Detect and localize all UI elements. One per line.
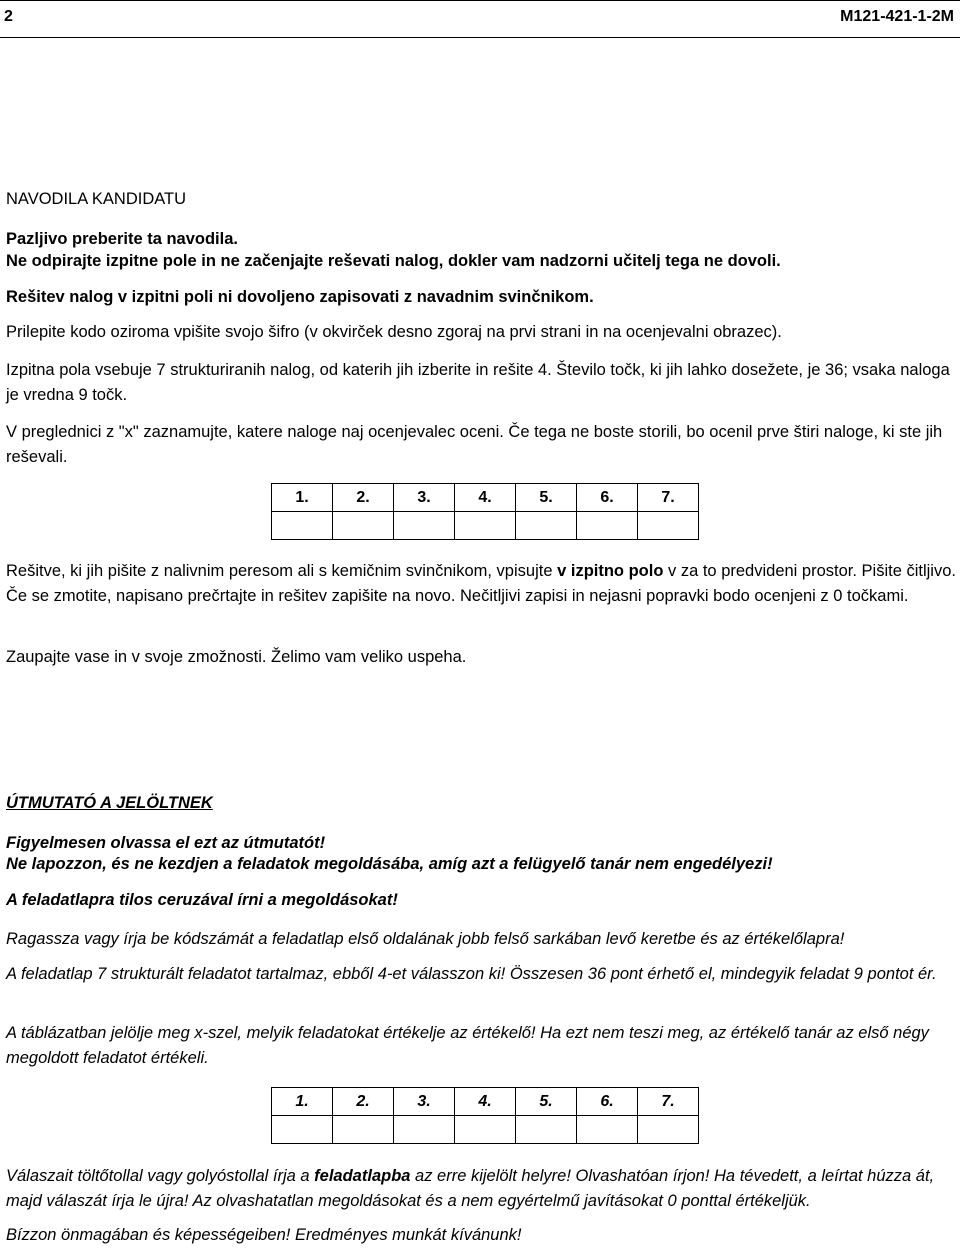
sl-task-6: 6. — [577, 484, 638, 512]
hu-task-4: 4. — [455, 1088, 516, 1116]
sl-line-2: Ne odpirajte izpitne pole in ne začenjajte reševati nalog, dokler vam nadzorni učitelj tega ne dovoli. — [6, 252, 781, 270]
sl-paragraph-writing — [6, 559, 956, 609]
sl-writing-text-b: v za to predvideni prostor. Pišite čitljivo. Če se zmotite, napisano prečrtajte in rešitev zapišite na novo. Nečitljivi zapisi in nejasni popravki bodo ocenjeni z 0 točkami. — [6, 562, 956, 605]
hu-writing-text-a: Válaszait töltőtollal vagy golyóstollal írja a — [6, 1167, 315, 1185]
sl-task-3: 3. — [394, 484, 455, 512]
hu-writing-text-bold: feladatlapba — [314, 1167, 411, 1185]
sl-closing: Zaupajte vase in v svoje zmožnosti. Želimo vam veliko uspeha. — [6, 648, 467, 666]
sl-mark-cell[interactable] — [638, 512, 699, 540]
sl-mark-row — [272, 512, 699, 540]
hu-mark-cell[interactable] — [394, 1116, 455, 1144]
hu-task-selection-table — [271, 1087, 699, 1144]
hu-task-5: 5. — [516, 1088, 577, 1116]
hu-line-2: Ne lapozzon, és ne kezdjen a feladatok megoldásába, amíg azt a felügyelő tanár nem engedélyezi! — [6, 855, 773, 873]
hu-mark-cell[interactable] — [333, 1116, 394, 1144]
sl-task-5: 5. — [516, 484, 577, 512]
hu-mark-cell[interactable] — [577, 1116, 638, 1144]
hu-line-3: A feladatlapra tilos ceruzával írni a megoldásokat! — [6, 891, 398, 909]
hu-task-2: 2. — [333, 1088, 394, 1116]
page-header — [0, 0, 960, 38]
hu-closing: Bízzon önmagában és képességeiben! Eredményes munkát kívánunk! — [6, 1226, 522, 1244]
sl-title: NAVODILA KANDIDATU — [6, 190, 187, 208]
sl-paragraph-table: V preglednici z "x" zaznamujte, katere naloge naj ocenjevalec oceni. Če tega ne boste storili, bo ocenil prve štiri naloge, ki ste jih reševali. — [6, 423, 943, 466]
sl-mark-cell[interactable] — [272, 512, 333, 540]
sl-paragraph-tasks: Izpitna pola vsebuje 7 strukturiranih nalog, od katerih jih izberite in rešite 4. Število točk, ki jih lahko dosežete, je 36; vsaka naloga je vredna 9 točk. — [6, 361, 950, 404]
hu-paragraph-tasks: A feladatlap 7 strukturált feladatot tartalmaz, ebből 4-et válasszon ki! Összesen 36 pont érhető el, mindegyik feladat 9 pontot ér. — [6, 965, 937, 983]
sl-task-2: 2. — [333, 484, 394, 512]
hu-paragraph-writing — [6, 1164, 956, 1214]
hu-mark-row — [272, 1116, 699, 1144]
hu-mark-cell[interactable] — [455, 1116, 516, 1144]
sl-task-selection-table — [271, 483, 699, 540]
sl-task-1: 1. — [272, 484, 333, 512]
sl-mark-cell[interactable] — [333, 512, 394, 540]
hu-paragraph-table: A táblázatban jelölje meg x-szel, melyik feladatokat értékelje az értékelő! Ha ezt nem teszi meg, az értékelő tanár az első négy megoldott feladatot értékeli. — [6, 1024, 929, 1067]
sl-task-4: 4. — [455, 484, 516, 512]
hu-task-3: 3. — [394, 1088, 455, 1116]
sl-paragraph-code: Prilepite kodo oziroma vpišite svojo šifro (v okvirček desno zgoraj na prvi strani in na ocenjevalni obrazec). — [6, 323, 782, 341]
hu-mark-cell[interactable] — [516, 1116, 577, 1144]
page-number: 2 — [4, 8, 13, 25]
hu-task-6: 6. — [577, 1088, 638, 1116]
sl-mark-cell[interactable] — [516, 512, 577, 540]
sl-mark-cell[interactable] — [577, 512, 638, 540]
hu-task-7: 7. — [638, 1088, 699, 1116]
hu-paragraph-code: Ragassza vagy írja be kódszámát a feladatlap első oldalának jobb felső sarkában levő keretbe és az értékelőlapra! — [6, 930, 845, 948]
hu-line-1: Figyelmesen olvassa el ezt az útmutatót! — [6, 834, 326, 852]
sl-task-number-row — [272, 484, 699, 512]
sl-mark-cell[interactable] — [394, 512, 455, 540]
hu-writing-text-b: az erre kijelölt helyre! Olvashatóan írjon! Ha tévedett, a leírtat húzza át, majd válaszát írja le újra! Az olvashatatlan megoldásokat és a nem egyértelmű javításokat 0 ponttal értékeljük. — [6, 1167, 935, 1210]
sl-writing-text-a: Rešitve, ki jih pišite z nalivnim peresom ali s kemičnim svinčnikom, vpisujte — [6, 562, 558, 580]
hu-title: ÚTMUTATÓ A JELÖLTNEK — [6, 794, 213, 812]
hu-task-number-row — [272, 1088, 699, 1116]
hu-mark-cell[interactable] — [638, 1116, 699, 1144]
sl-line-3: Rešitev nalog v izpitni poli ni dovoljeno zapisovati z navadnim svinčnikom. — [6, 288, 594, 306]
hu-mark-cell[interactable] — [272, 1116, 333, 1144]
sl-line-1: Pazljivo preberite ta navodila. — [6, 230, 238, 248]
document-code: M121-421-1-2M — [840, 8, 954, 25]
sl-mark-cell[interactable] — [455, 512, 516, 540]
sl-writing-text-bold: v izpitno polo — [557, 562, 664, 580]
sl-task-7: 7. — [638, 484, 699, 512]
hu-task-1: 1. — [272, 1088, 333, 1116]
